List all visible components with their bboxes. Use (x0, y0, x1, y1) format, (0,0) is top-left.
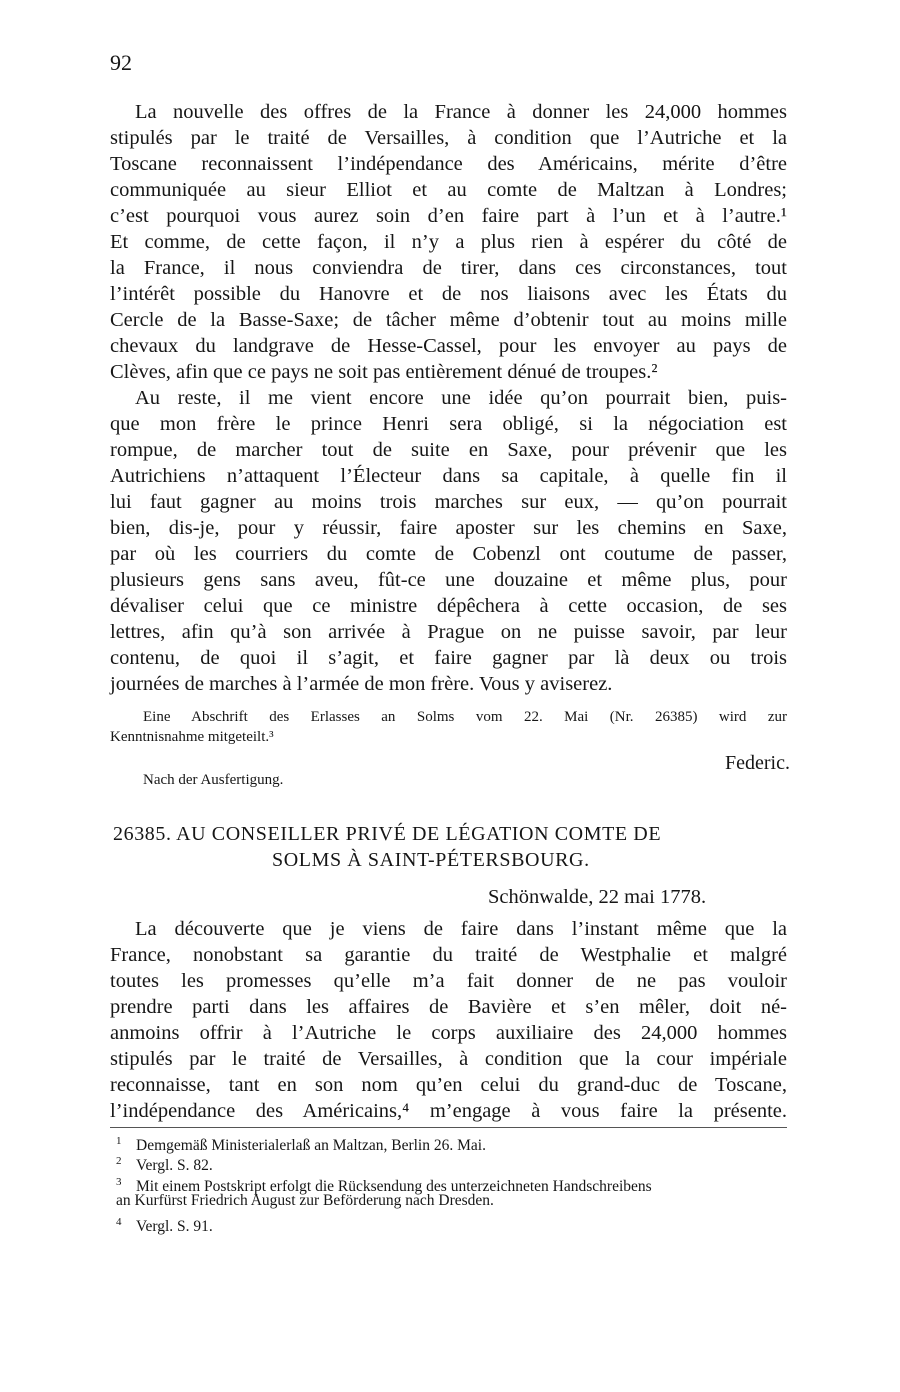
text-line: anmoins offrir à l’Autriche le corps auxiliaire des 24,000 hommes (110, 1022, 787, 1044)
text-line: Au reste, il me vient encore une idée qu’on pourrait bien, puis- (135, 387, 787, 409)
text-line: Cercle de la Basse-Saxe; de tâcher même d’obtenir tout au moins mille (110, 309, 787, 331)
text-line: toutes les promesses qu’elle m’a fait donner de ne pas vouloir (110, 970, 787, 992)
text-line: lettres, afin qu’à son arrivée à Prague on ne puisse savoir, par leur (110, 621, 787, 643)
text-line: stipulés par le traité de Versailles, à condition que l’Autriche et la (110, 127, 787, 149)
text-line: La nouvelle des offres de la France à donner les 24,000 hommes (135, 101, 787, 123)
signature: Federic. (725, 752, 790, 774)
footnote-text: Mit einem Postskript erfolgt die Rücksendung des unterzeichneten Handschreibens (136, 1178, 652, 1196)
text-line: bien, dis-je, pour y réussir, faire aposter sur les chemins en Saxe, (110, 517, 787, 539)
text-line: que mon frère le prince Henri sera obligé, si la négociation est (110, 413, 787, 435)
text-line: France, nonobstant sa garantie du traité de Westphalie et malgré (110, 944, 787, 966)
footnote-3-continuation: an Kurfürst Friedrich August zur Beförderung nach Dresden. (116, 1192, 494, 1209)
note-line: Kenntnisnahme mitgeteilt.³ (110, 729, 274, 745)
text-line: chevaux du landgrave de Hesse-Cassel, pour les envoyer au pays de (110, 335, 787, 357)
text-line: communiquée au sieur Elliot et au comte de Maltzan à Londres; (110, 179, 787, 201)
text-line: Toscane reconnaissent l’indépendance des Américains, mérite d’être (110, 153, 787, 175)
footnote-text: Demgemäß Ministerialerlaß an Maltzan, Berlin 26. Mai. (136, 1137, 486, 1155)
footnote-4 (116, 1212, 787, 1237)
footnote-mark: 4 (116, 1216, 122, 1228)
letter-heading-line-1: 26385. AU CONSEILLER PRIVÉ DE LÉGATION COMTE DE (113, 823, 662, 845)
text-line: la France, il nous conviendra de tirer, dans ces circonstances, tout (110, 257, 787, 279)
text-line: stipulés par le traité de Versailles, à condition que la cour impériale (110, 1048, 787, 1070)
footnote-text: Vergl. S. 82. (136, 1157, 213, 1175)
text-line: lui faut gagner au moins trois marches sur eux, — qu’on pourrait (110, 491, 787, 513)
text-line: c’est pourquoi vous aurez soin d’en faire part à l’un et à l’autre.¹ (110, 205, 787, 227)
note-line: Eine Abschrift des Erlasses an Solms vom 22. Mai (Nr. 26385) wird zur (143, 709, 787, 725)
text-line: l’indépendance des Américains,⁴ m’engage à vous faire la présente. (110, 1100, 787, 1122)
text-line: plusieurs gens sans aveu, fût-ce une douzaine et même plus, pour (110, 569, 787, 591)
text-line: rompue, de marcher tout de suite en Saxe, pour prévenir que les (110, 439, 787, 461)
footnote-divider (110, 1127, 787, 1128)
text-line: journées de marches à l’armée de mon frère. Vous y aviserez. (110, 673, 613, 695)
letter-heading-line-2: SOLMS À SAINT-PÉTERSBOURG. (272, 849, 590, 871)
footnote-text: Vergl. S. 91. (136, 1218, 213, 1236)
footnote-mark: 1 (116, 1135, 122, 1147)
text-line: Clèves, afin que ce pays ne soit pas entièrement dénué de troupes.² (110, 361, 658, 383)
text-line: dévaliser celui que ce ministre dépêchera à cette occasion, de ses (110, 595, 787, 617)
text-line: prendre parti dans les affaires de Bavière et s’en mêler, doit né- (110, 996, 787, 1018)
text-line: Autrichiens n’attaquent l’Électeur dans sa capitale, à quelle fin il (110, 465, 787, 487)
footnote-mark: 2 (116, 1155, 122, 1167)
text-line: l’intérêt possible du Hanovre et de nos liaisons avec les États du (110, 283, 787, 305)
footnote-mark: 3 (116, 1176, 122, 1188)
text-line: reconnaisse, tant en son nom qu’en celui du grand-duc de Toscane, (110, 1074, 787, 1096)
source-note: Nach der Ausfertigung. (143, 772, 284, 788)
text-line: Et comme, de cette façon, il n’y a plus rien à espérer du côté de (110, 231, 787, 253)
page-number: 92 (110, 50, 132, 75)
text-line: contenu, de quoi il s’agit, et faire gagner par là deux ou trois (110, 647, 787, 669)
text-line: La découverte que je viens de faire dans l’instant même que la (135, 918, 787, 940)
dateline: Schönwalde, 22 mai 1778. (488, 886, 707, 908)
text-line: par où les courriers du comte de Cobenzl ont coutume de passer, (110, 543, 787, 565)
